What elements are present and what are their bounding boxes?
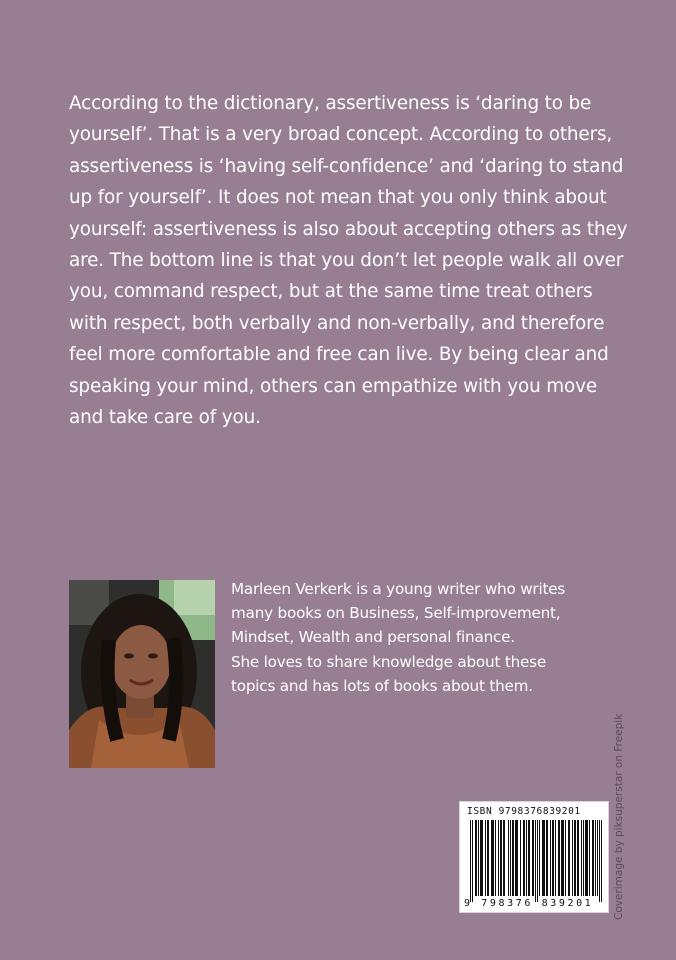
barcode-bar [524,820,525,896]
barcode-bar [568,820,569,896]
barcode-bar [581,820,582,896]
barcode-bar [563,820,564,896]
author-bio-line: topics and has lots of books about them. [231,676,533,695]
barcode-bar [561,820,562,896]
barcode-bar [503,820,504,896]
barcode-bar [520,820,521,896]
barcode-bar [475,820,476,896]
barcode-bar [553,820,554,896]
author-bio-line: many books on Business, Self-improvement, [231,604,561,623]
barcode-bar [593,820,594,896]
barcode-bar [485,820,486,896]
barcode-bar [482,820,483,896]
barcode-bar [586,820,587,896]
barcode-bar [532,820,533,896]
author-bio-line: Marleen Verkerk is a young writer who writes [231,580,566,598]
barcode-bar [559,820,560,896]
barcode-bar [478,820,479,896]
barcode-bar [535,820,536,902]
barcode-bar [550,820,551,896]
barcode-bar [512,820,513,896]
cover-image-credit: Coverimage by piksuperstar on Freepik [613,713,625,920]
barcode-bar [577,820,578,896]
barcode-bar [495,820,496,896]
barcode-bar [546,820,547,896]
barcode-bar [498,820,499,896]
barcode-bar [572,820,573,896]
barcode-bar [574,820,575,896]
isbn-label: ISBN 9798376839201 [467,806,581,817]
barcode-bar [595,820,596,896]
barcode-bar [569,820,570,896]
barcode-bar [578,820,579,896]
barcode-bar [515,820,516,896]
barcode-bar [501,820,502,896]
isbn-barcode [459,801,609,913]
barcode-bar [589,820,590,896]
author-bio-line: She loves to share knowledge about these [231,652,547,671]
barcode-bar [555,820,556,896]
barcode-bar [585,820,586,896]
barcode-bar [517,820,518,896]
barcode-bar [504,820,505,896]
barcode-bar [547,820,548,896]
barcode-bar [528,820,529,896]
barcode-bar [562,820,563,896]
author-bio [231,577,631,698]
barcode-bar [508,820,509,896]
barcode-bar [601,820,602,902]
barcode-bar [544,820,545,896]
barcode-bar [481,820,482,896]
barcode-bar [493,820,494,896]
barcode-bar [516,820,517,896]
barcode-bar [537,820,538,902]
barcode-bar [491,820,492,896]
back-cover-blurb: According to the dictionary, assertiveness is ‘daring to be yourself’. That is a very broad concept. According to others, assertiveness is ‘having self-confidence’ and ‘daring to stand up for yourself’. It does not mean that you only think about yourself: assertiveness is also about accepting others as they are. The bottom line is that you don’t let people walk all over you, command respect, but at the same time treat others with respect, both verbally and non-verbally, and therefore feel more comfortable and free can live. By being clear and speaking your mind, others can empathize with you move and take care of you. [69,93,628,429]
barcode-bar [526,820,527,896]
author-photo [69,580,215,768]
author-bio-line: Mindset, Wealth and personal finance. [231,628,515,647]
barcode-bar [533,820,534,896]
barcode-bar [599,820,600,902]
isbn-digits: 9 798376 839201 [464,898,594,909]
barcode-bar [487,820,488,896]
barcode-bar [542,820,543,896]
barcode-bar [476,820,477,896]
barcode-bar [472,820,473,902]
barcode-bar [470,820,471,902]
barcode-bar [543,820,544,896]
barcode-bar [480,820,481,896]
barcode-bar [583,820,584,896]
barcode-bar [529,820,530,896]
barcode-bar [539,820,540,896]
barcode-bar [597,820,598,896]
barcode-bar [575,820,576,896]
barcode-bars [470,820,602,902]
barcode-bar [552,820,553,896]
barcode-bar [500,820,501,896]
barcode-bar [592,820,593,896]
barcode-bar [565,820,566,896]
barcode-bar [492,820,493,896]
barcode-bar [510,820,511,896]
barcode-bar [488,820,489,896]
barcode-bar [587,820,588,896]
barcode-bar [513,820,514,896]
barcode-bar [523,820,524,896]
barcode-bar [558,820,559,896]
